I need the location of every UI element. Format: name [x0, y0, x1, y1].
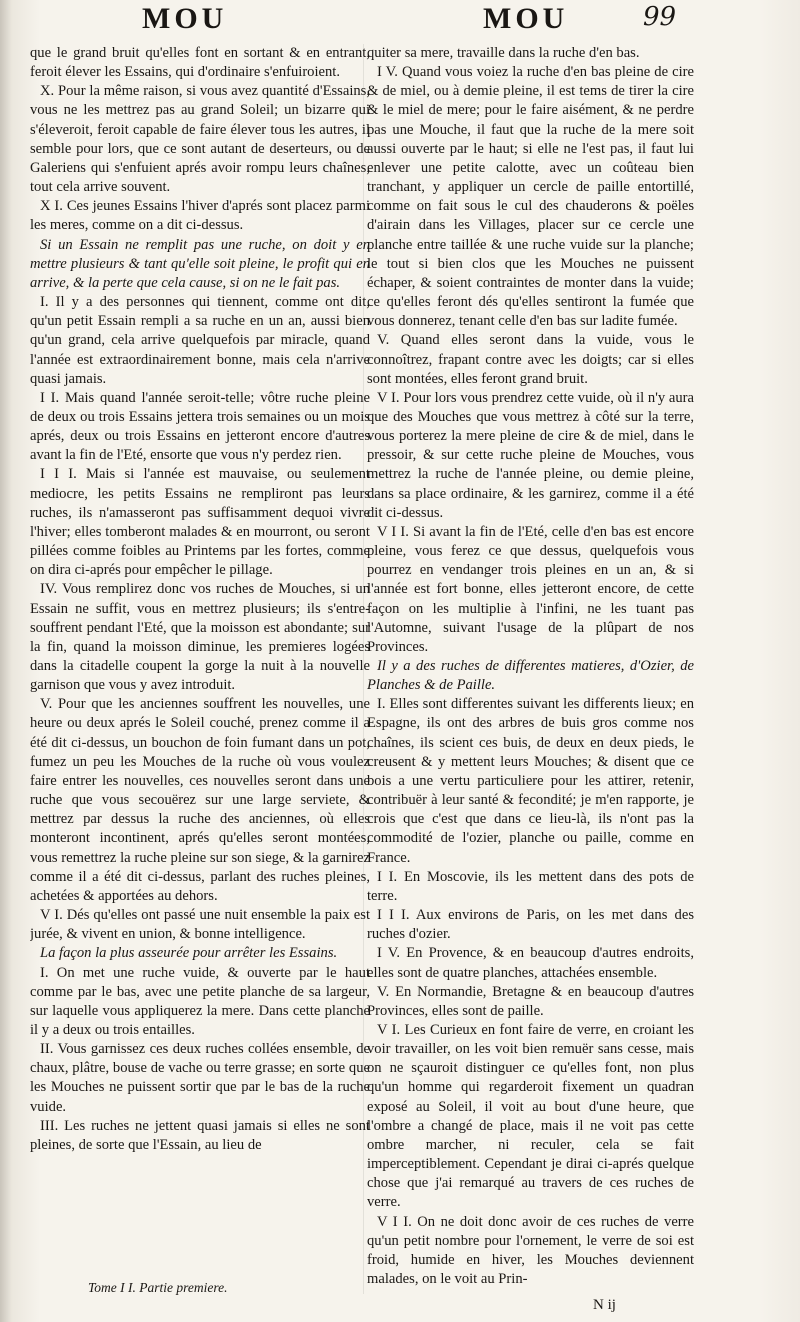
paragraph: I I I. Mais si l'année est mauvaise, ou seulement mediocre, les petits Essains ne rempliront pas leurs ruches, ils n'amasseront pas suffisamment dequoi vivre l'hiver; elles tomberont malades & en mourront, ou seront pillées comme foibles au Printems par les fortes, comme on dira ci-aprés pour empêcher le pillage. [30, 466, 370, 579]
paragraph: V I I. On ne doit donc avoir de ces ruches de verre qu'un petit nombre pour l'ornement, le verre de soi est froid, humide en hiver, les Mouches deviennent malades, on le voit au Prin- [367, 1213, 694, 1287]
paragraph: IV. Vous remplirez donc vos ruches de Mouches, si un Essain ne suffit, vous en mettrez plusieurs; ils s'entre-souffrent pendant l'Eté, que la moisson est abondante; sur la fin, quand la moisson diminue, les premieres logées dans la citadelle coupent la gorge la nuit à la nouvelle garnison que vous y avez introduit. [30, 581, 370, 694]
header-left-word: MOU [142, 2, 228, 35]
section-heading: Si un Essain ne remplit pas une ruche, on doit y en mettre plusieurs & tant qu'elle soit pleine, le profit qui en arrive, & la perte que cela cause, si on ne le fait pas. [30, 236, 370, 291]
paragraph: I. On met une ruche vuide, & ouverte par le haut comme par le bas, avec une petite planche de sa largeur, sur laquelle vous appliquerez la mere. Dans cette planche il y a deux ou trois entailles. [30, 964, 370, 1038]
paragraph: que le grand bruit qu'elles font en sortant & en entrant, feroit élever les Essains, qui d'ordinaire s'enfuiroient. [30, 45, 370, 81]
footer-volume: Tome I I. Partie premiere. [88, 1280, 228, 1295]
paragraph: X I. Ces jeunes Essains l'hiver d'aprés sont placez parmi les meres, comme on a dit ci-dessus. [30, 198, 370, 234]
paragraph: V I. Dés qu'elles ont passé une nuit ensemble la paix est jurée, & vivent en union, & bonne intelligence. [30, 907, 370, 943]
paragraph: V I I. Si avant la fin de l'Eté, celle d'en bas est encore pleine, vous ferez ce que dessus, quelquefois vous pourrez en vendanger trois pleines en un an, & si l'année est fort bonne, elles jetteront encore, de cette façon on les multiplie à l'infini, ne les tuant pas l'Automne, suivant l'usage de la plûpart de nos Provinces. [367, 523, 694, 655]
paragraph: I V. Quand vous voiez la ruche d'en bas pleine de cire & de miel, ou à demie pleine, il est tems de tirer la cire & le miel de mere; pour le faire aisément, & ne perdre pas une Mouche, il faut que la ruche de la mere soit aussi ouverte par le haut; si elle ne l'est pas, il faut lui enlever une petite calotte, avec un coûteau bien tranchant, y appliquer un cercle de paille entortillé, comme on fait sous le cul des chauderons & poëles d'airain dans les Villages, placer sur ce cercle une planche entre taillée & une ruche vuide sur la planche; le tout si bien clos que les Mouches ne puissent échaper, & soient contraintes de monter dans la vuide; ce qu'elles feront dés qu'elles sentiront la fumée que vous donnerez, tenant celle d'en bas sur ladite fumée. [367, 64, 694, 330]
paragraph: I I I. Aux environs de Paris, on les met dans des ruches d'ozier. [367, 907, 694, 943]
running-header [0, 0, 800, 40]
paragraph: V I. Les Curieux en font faire de verre, en croiant les voir travailler, on les voit bien remuër sans cesse, mais on ne sçauroit distinguer ce qu'elles font, non plus qu'un homme qui regarderoit fixement un quadran exposé au Soleil, il voit au bout d'une heure, que l'ombre a changé de place, mais il ne voit pas cette ombre marcher, ni reculer, cela se fait imperceptiblement. Cependant je dirai ci-aprés quelque chose que j'ai remarqué au travers de ces ruches de verre. [367, 1021, 694, 1211]
left-column [30, 44, 370, 1304]
paragraph: III. Les ruches ne jettent quasi jamais si elles ne sont pleines, de sorte que l'Essain, au lieu de [30, 1117, 370, 1153]
paragraph: V. Quand elles seront dans la vuide, vous le connoîtrez, frapant contre avec les doigts; car si elles sont montées, elles feront grand bruit. [367, 332, 694, 387]
section-heading: Il y a des ruches de differentes matieres, d'Ozier, de Planches & de Paille. [367, 658, 694, 694]
paragraph: quiter sa mere, travaille dans la ruche d'en bas. [367, 45, 640, 61]
paragraph: II. Vous garnissez ces deux ruches collées ensemble, de chaux, plâtre, bouse de vache ou terre grasse; en sorte que les Mouches ne puissent sortir que par le bas de la ruche vuide. [30, 1041, 370, 1115]
page-number: 99 [643, 2, 677, 32]
paragraph: I I. Mais quand l'année seroit-telle; vôtre ruche pleine de deux ou trois Essains jettera trois semaines ou un mois aprés, deux ou trois Essains en jetteront encore d'autres avant la fin de l'Eté, ensorte que vous n'y perdez rien. [30, 389, 370, 464]
footer-signature: N ij [593, 1297, 616, 1313]
header-right-word: MOU [483, 2, 569, 35]
paragraph: V. En Normandie, Bretagne & en beaucoup d'autres Provinces, elles sont de paille. [367, 983, 694, 1019]
paragraph: V. Pour que les anciennes souffrent les nouvelles, une heure ou deux aprés le Soleil couché, prenez comme il a été dit ci-dessus, un bouchon de foin fumant dans un pot, fumez un peu les Mouches de la ruche où vous voulez faire entrer les nouvelles, ces nouvelles seront dans une ruche que vous secouërez sur une large serviete, & mettrez par dessus la ruche des anciennes, où elles monteront incontinent, aprés qu'elles seront montées, vous remettrez la ruche pleine sur son siege, & la garnirez comme il a été dit ci-dessus, parlant des ruches pleines, achetées & apportées au dehors. [30, 696, 370, 904]
paragraph: I V. En Provence, & en beaucoup d'autres endroits, elles sont de quatre planches, attachées ensemble. [367, 945, 694, 981]
paragraph: V I. Pour lors vous prendrez cette vuide, où il n'y aura que des Mouches que vous mettrez à côté sur la terre, vous porterez la mere pleine de cire & de miel, dans le pressoir, & sur cette ruche pleine de Mouches, vous mettrez la ruche de l'année pleine, ou demie pleine, dans sa place ordinaire, & les garnirez, comme il a été dit ci-dessus. [367, 389, 694, 521]
right-column [367, 44, 694, 1304]
paragraph: I I. En Moscovie, ils les mettent dans des pots de terre. [367, 868, 694, 904]
section-heading: La façon la plus asseurée pour arrêter les Essains. [40, 945, 338, 962]
paragraph: I. Elles sont differentes suivant les differents lieux; en Espagne, ils ont des arbres de buis gros comme nos chaînes, ils scient ces buis, de deux en deux pieds, le creusent & y mettent leurs Mouches; & disent que ce bois a une vertu particuliere pour les attirer, retenir, contribuër à leur santé & fecondité; je m'en rapporte, je crois que c'est que dans ce lieu-là, ils n'ont pas la commodité de l'ozier, planche ou paille, comme en France. [367, 696, 694, 866]
paragraph: I. Il y a des personnes qui tiennent, comme ont dit, qu'un petit Essain rempli a sa ruche en un an, aussi bien qu'un grand, cela arrive quelquefois par miracle, quand l'année est extraordinairement bonne, mais cela n'arrive quasi jamais. [30, 294, 370, 387]
paragraph: X. Pour la même raison, si vous avez quantité d'Essains, vous ne les mettrez pas au grand Soleil; un bizarre qui s'éleveroit, feroit capable de faire élever tous les autres, il semble pour lors, que ce sont autant de deserteurs, ou de Galeriens qui s'enfuient aprés avoir rompu leurs chaînes, tout cela arrive souvent. [30, 83, 370, 196]
